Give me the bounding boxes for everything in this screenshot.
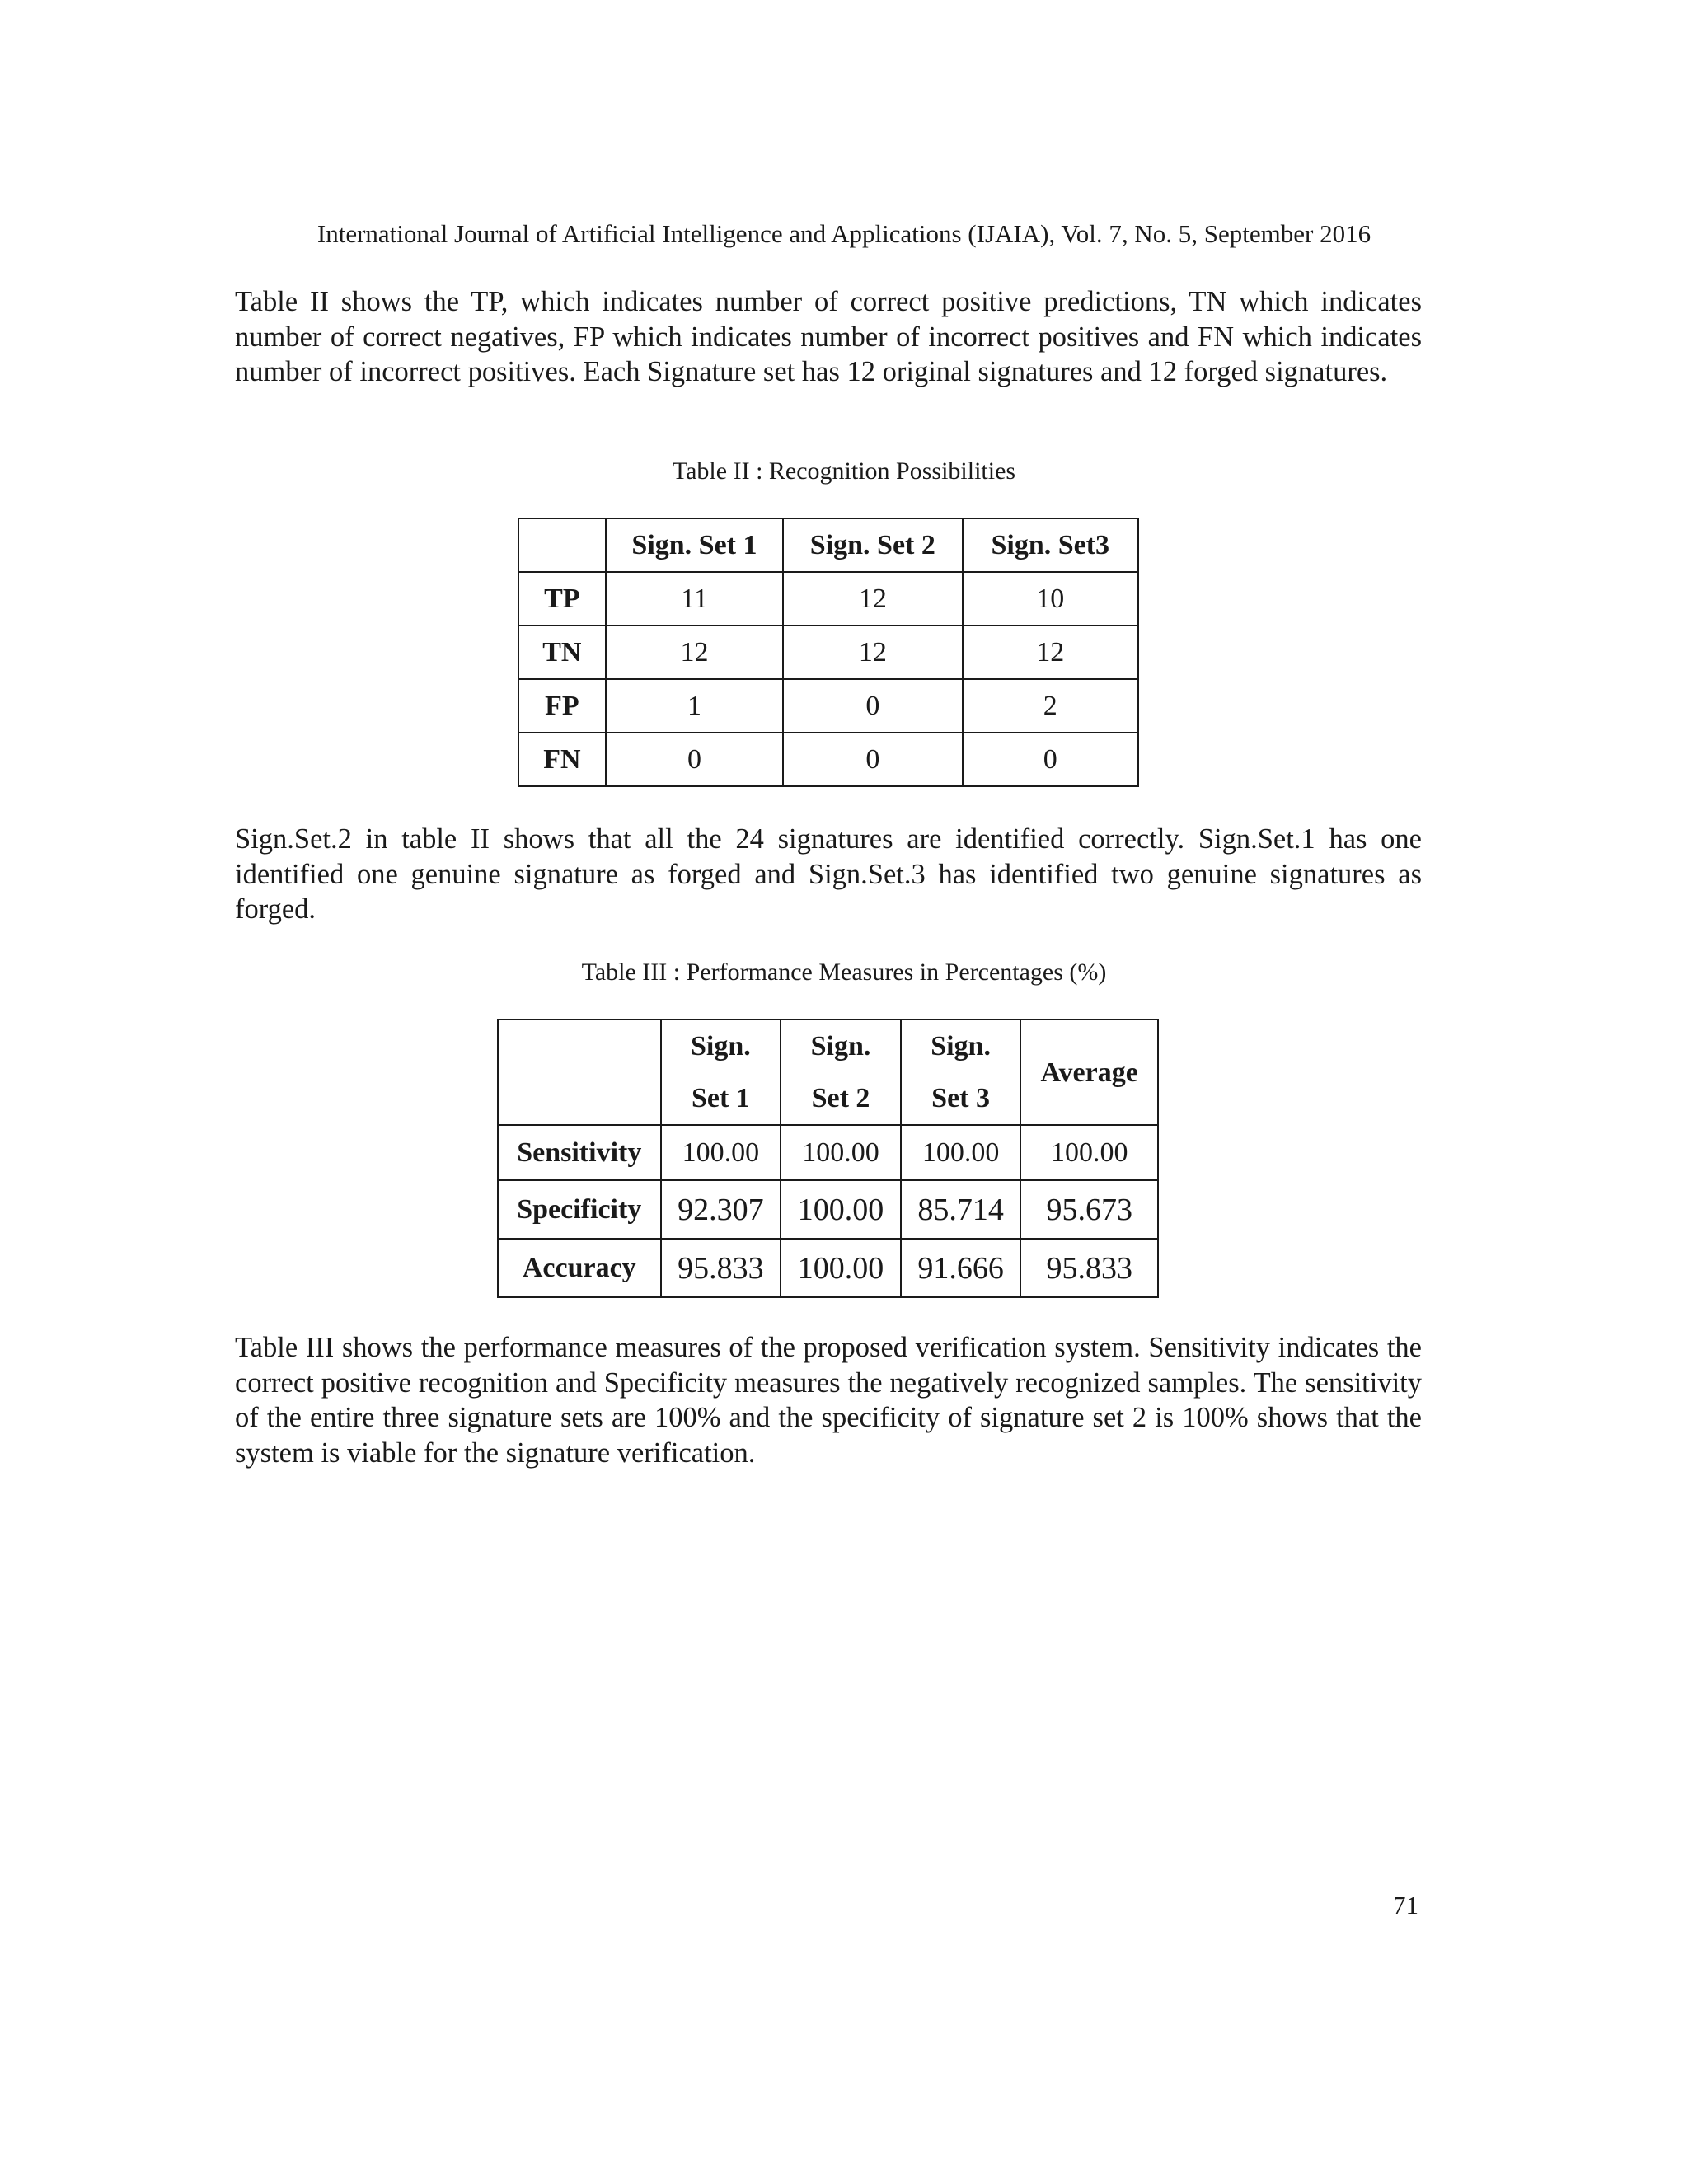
header-line: Set 1	[691, 1083, 750, 1113]
table-cell: 100.00	[661, 1125, 781, 1180]
paragraph-table2-discussion: Sign.Set.2 in table II shows that all the 24 signatures are identified correctly. Sign.Set.1 has one identified one genuine signature as forged and Sign.Set.3 has identified two genuine signatures as forged.	[235, 823, 1422, 925]
table-cell: 12	[963, 626, 1138, 679]
table-cell: 0	[606, 733, 783, 786]
row-label: FN	[518, 733, 606, 786]
table-header-cell: Average	[1020, 1019, 1158, 1125]
row-label: Sensitivity	[498, 1125, 661, 1180]
paragraph-table2-intro: Table II shows the TP, which indicates number of correct positive predictions, TN which indicates number of correct negatives, FP which indicates number of incorrect positives and FN which indicates number of incorrect positives. Each Signature set has 12 original signatures and 12 forged signatures.	[235, 286, 1422, 387]
table-header-cell: Sign. Set 1	[606, 518, 783, 572]
table-cell: 0	[783, 733, 962, 786]
table-row	[518, 572, 1138, 626]
table-row	[518, 733, 1138, 786]
paragraph-table3-discussion: Table III shows the performance measures of the proposed verification system. Sensitivity indicates the correct positive recognition and Specificity measures the negatively recognized samples. The sensitivity of the entire three signature sets are 100% and the specificity of signature set 2 is 100% shows that the system is viable for the signature verification.	[235, 1332, 1422, 1469]
header-line: Sign.	[810, 1031, 871, 1062]
table-header-cell: Sign. Set 2	[783, 518, 962, 572]
table-cell: 12	[783, 626, 962, 679]
journal-header: International Journal of Artificial Intelligence and Applications (IJAIA), Vol. 7, No. 5, September 2016	[316, 219, 1372, 248]
table-cell: 0	[783, 679, 962, 733]
table-cell: 10	[963, 572, 1138, 626]
page-number: 71	[1393, 1891, 1418, 1919]
table-cell: 91.666	[901, 1239, 1021, 1297]
table-cell: 92.307	[661, 1180, 781, 1239]
table-header-cell	[518, 518, 606, 572]
table-cell: 95.833	[1020, 1239, 1158, 1297]
header-line: Set 2	[811, 1083, 870, 1113]
table-cell: 100.00	[781, 1125, 901, 1180]
table-cell: 100.00	[781, 1180, 901, 1239]
table-cell: 0	[963, 733, 1138, 786]
table-row	[518, 679, 1138, 733]
header-line: Sign.	[931, 1031, 991, 1062]
table-row	[498, 1239, 1158, 1297]
table-cell: 1	[606, 679, 783, 733]
table-cell: 12	[783, 572, 962, 626]
table-header-cell: Sign. Set3	[963, 518, 1138, 572]
table-header-cell	[781, 1019, 901, 1125]
header-line: Sign.	[690, 1031, 751, 1062]
table-row	[518, 626, 1138, 679]
table-header-row	[518, 518, 1138, 572]
row-label: TP	[518, 572, 606, 626]
table-row	[498, 1125, 1158, 1180]
table-cell: 100.00	[1020, 1125, 1158, 1180]
table-cell: 100.00	[901, 1125, 1021, 1180]
recognition-possibilities-table	[518, 518, 1139, 787]
table-header-row	[498, 1019, 1158, 1125]
table-row	[498, 1180, 1158, 1239]
table-cell: 95.833	[661, 1239, 781, 1297]
header-line: Set 3	[931, 1083, 990, 1113]
row-label: Accuracy	[498, 1239, 661, 1297]
table3-caption: Table III : Performance Measures in Percentages (%)	[581, 958, 1107, 986]
table-cell: 12	[606, 626, 783, 679]
performance-measures-table	[497, 1019, 1159, 1298]
table-cell: 11	[606, 572, 783, 626]
table-header-cell	[901, 1019, 1021, 1125]
table-cell: 100.00	[781, 1239, 901, 1297]
row-label: Specificity	[498, 1180, 661, 1239]
table-header-cell	[661, 1019, 781, 1125]
table-cell: 85.714	[901, 1180, 1021, 1239]
table2-caption: Table II : Recognition Possibilities	[672, 457, 1016, 485]
row-label: FP	[518, 679, 606, 733]
table-cell: 95.673	[1020, 1180, 1158, 1239]
table-cell: 2	[963, 679, 1138, 733]
table-header-cell	[498, 1019, 661, 1125]
row-label: TN	[518, 626, 606, 679]
